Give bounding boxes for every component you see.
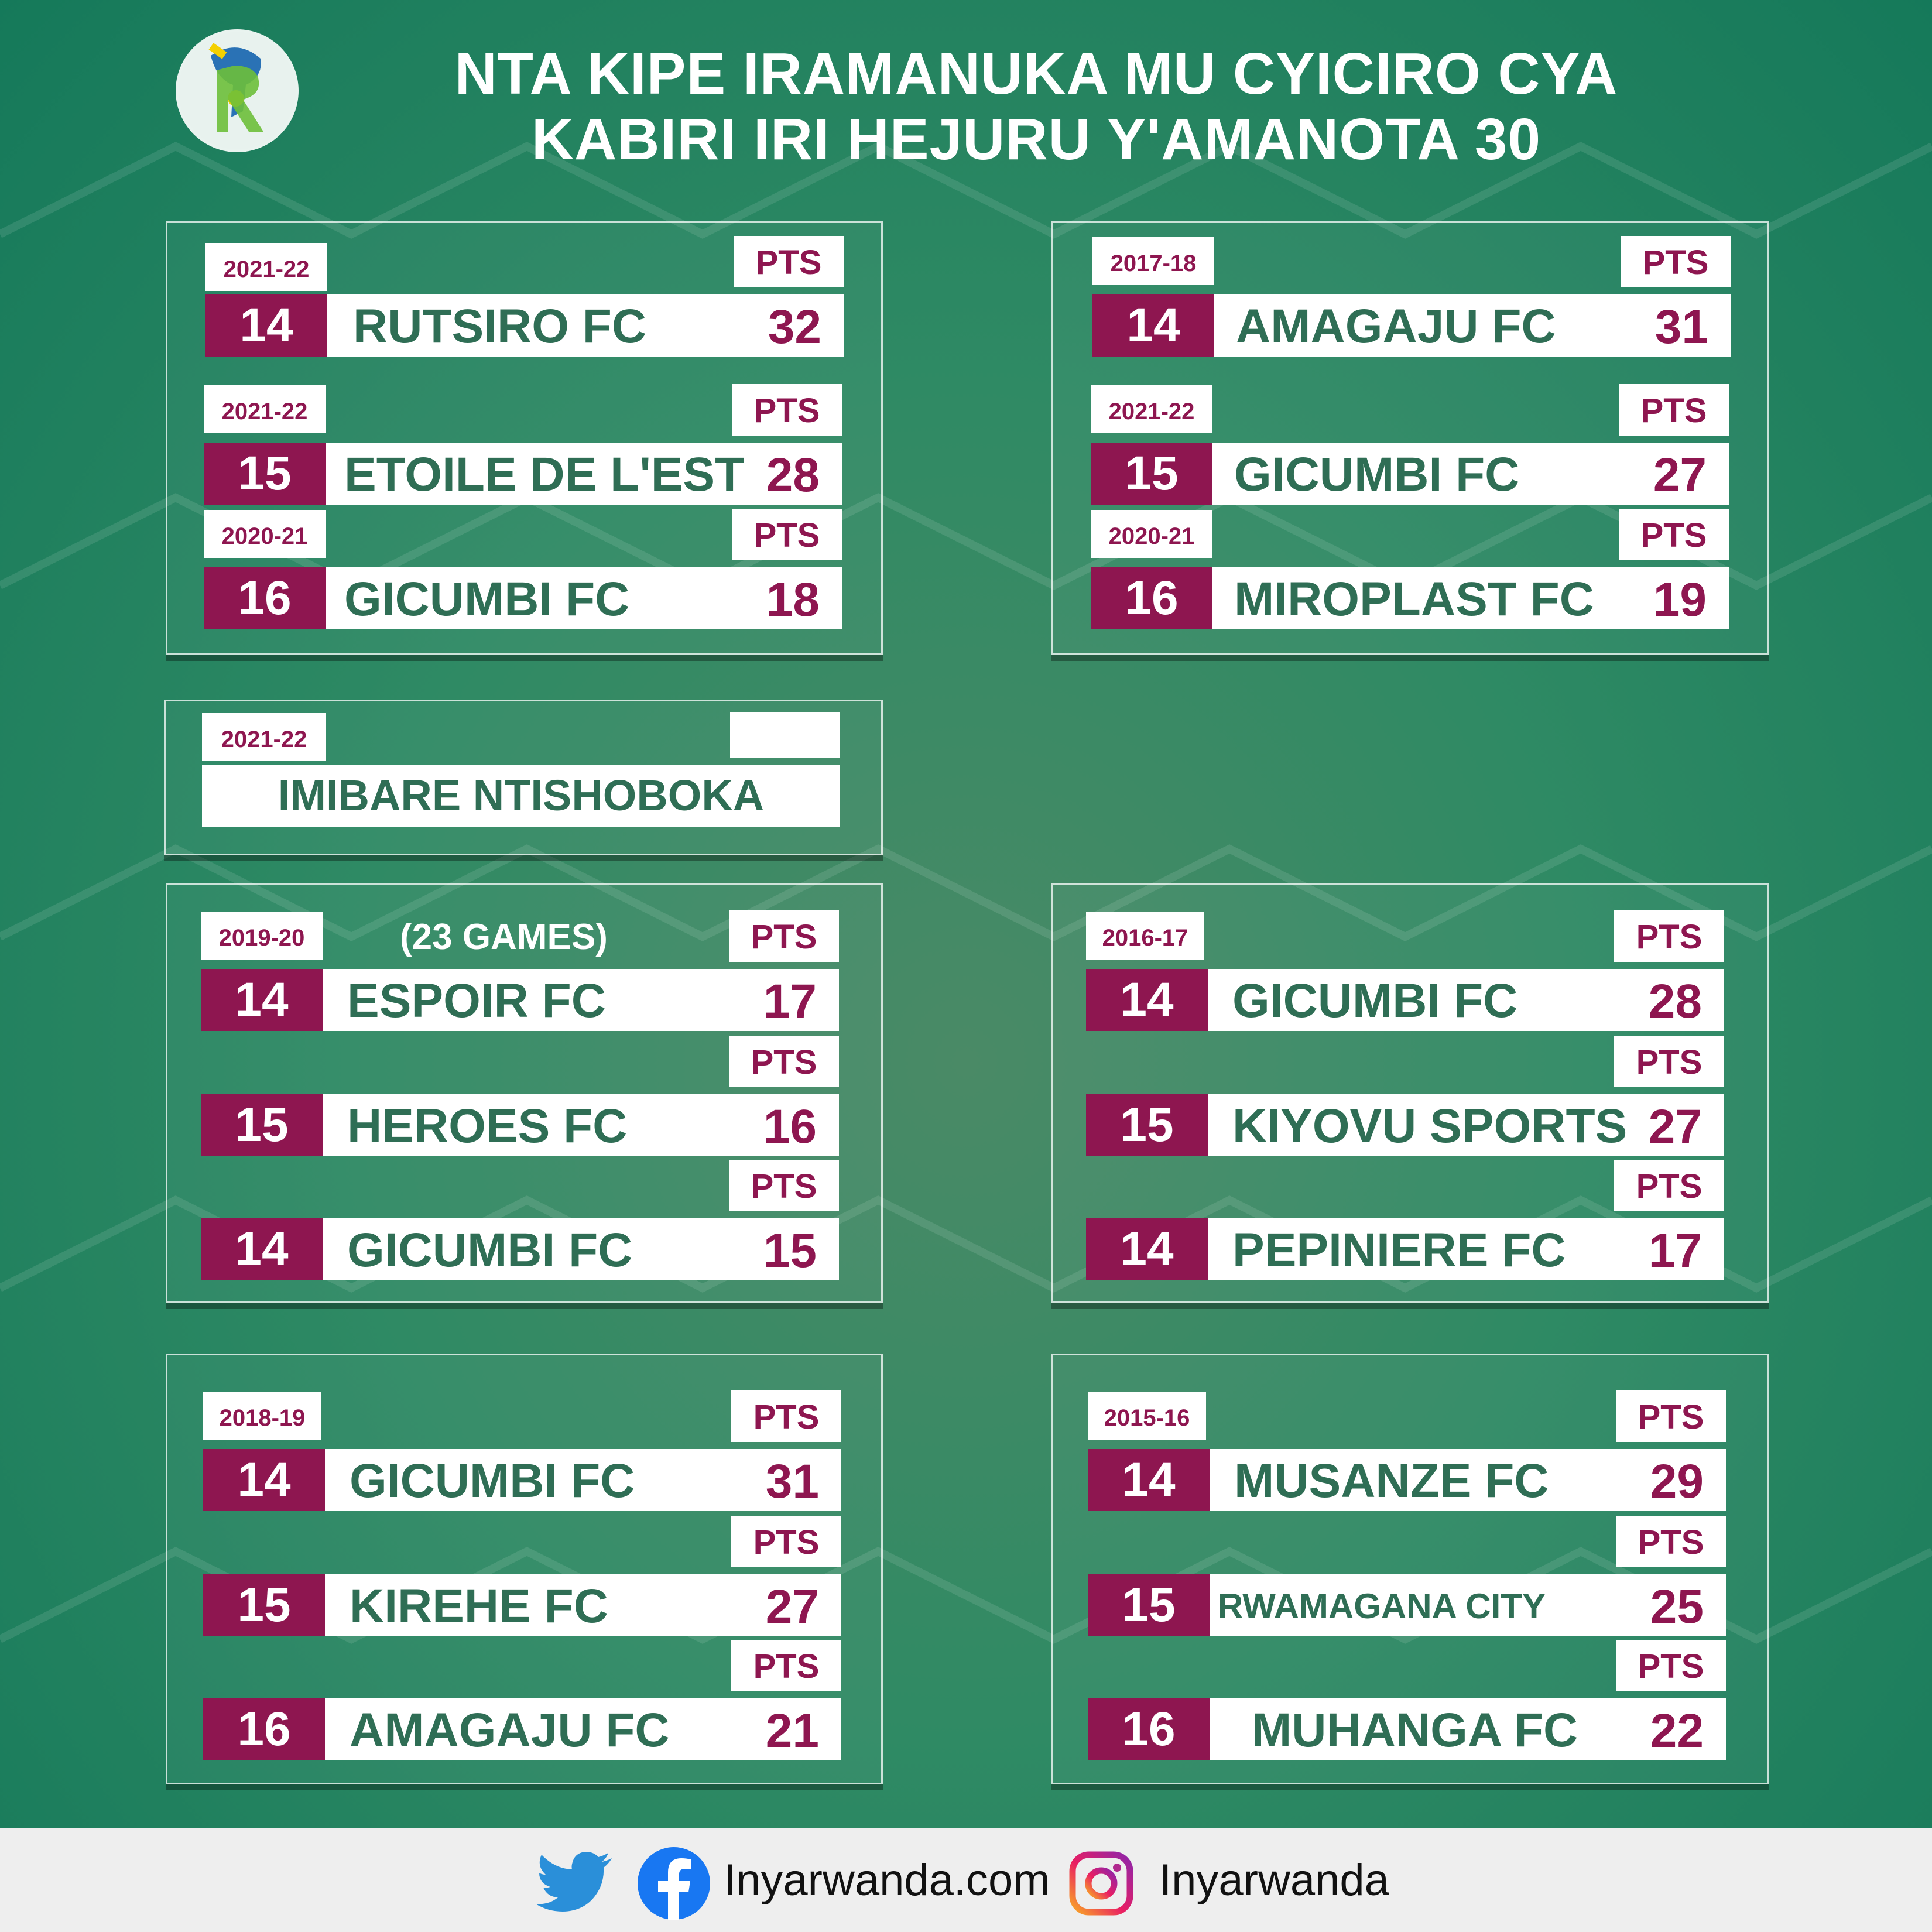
pts-label: PTS	[731, 1516, 841, 1567]
points-value: 31	[765, 1455, 819, 1508]
website-link[interactable]: Inyarwanda.com	[724, 1855, 1050, 1905]
pts-label: PTS	[731, 1390, 841, 1442]
standing-row	[201, 910, 839, 1033]
standing-row	[205, 236, 844, 359]
season-label: 2020-21	[204, 510, 326, 558]
panel-message	[164, 700, 883, 855]
pts-label: PTS	[1616, 1640, 1726, 1691]
rank-number: 14	[201, 969, 323, 1031]
pts-label: PTS	[1614, 1036, 1724, 1087]
points-value: 22	[1650, 1704, 1704, 1758]
points-value: 19	[1653, 573, 1707, 626]
team-bar	[204, 567, 842, 629]
team-name: ESPOIR FC	[347, 974, 606, 1027]
team-name: AMAGAJU FC	[1236, 300, 1556, 353]
title-line-2: KABIRI IRI HEJURU Y'AMANOTA 30	[531, 107, 1542, 172]
rank-number: 14	[1088, 1449, 1210, 1511]
team-name: AMAGAJU FC	[350, 1704, 670, 1757]
rank-number: 15	[201, 1094, 323, 1156]
pts-label: PTS	[732, 509, 842, 560]
season-label: 2021-22	[1091, 385, 1212, 433]
points-value: 21	[765, 1704, 819, 1758]
season-label: 2018-19	[203, 1392, 321, 1440]
season-label: 2015-16	[1088, 1392, 1206, 1440]
rank-number: 15	[1086, 1094, 1208, 1156]
points-value: 29	[1650, 1455, 1704, 1508]
points-value: 18	[766, 573, 820, 626]
points-value: 28	[1648, 975, 1702, 1028]
rank-number: 14	[203, 1449, 325, 1511]
team-bar	[201, 1218, 839, 1280]
team-bar	[201, 969, 839, 1031]
team-name: ETOILE DE L'EST	[344, 448, 745, 501]
panel-standings	[166, 221, 883, 655]
rank-number: 14	[1092, 294, 1214, 357]
team-bar	[1091, 567, 1729, 629]
standing-row	[201, 1160, 839, 1283]
rank-number: 15	[203, 1574, 325, 1636]
panel-standings	[166, 1354, 883, 1784]
rank-number: 16	[204, 567, 326, 629]
points-value: 17	[1648, 1224, 1702, 1277]
pts-label: PTS	[1614, 910, 1724, 962]
points-value: 32	[768, 300, 821, 354]
team-bar	[1088, 1698, 1726, 1760]
team-name: KIYOVU SPORTS	[1232, 1099, 1628, 1153]
header	[0, 0, 1932, 187]
pts-label: PTS	[729, 1160, 839, 1211]
rank-number: 14	[205, 294, 327, 357]
team-bar	[1086, 1094, 1724, 1156]
standing-row	[1086, 910, 1724, 1033]
rank-number: 15	[204, 443, 326, 505]
games-note: (23 GAMES)	[400, 917, 608, 957]
panel-standings	[166, 883, 883, 1303]
standing-row	[1091, 384, 1729, 507]
standing-row	[204, 384, 842, 507]
team-bar	[203, 1449, 841, 1511]
team-bar	[205, 294, 844, 357]
team-name: RWAMAGANA CITY	[1218, 1587, 1546, 1626]
standing-row	[201, 1036, 839, 1159]
team-name: GICUMBI FC	[347, 1224, 633, 1277]
standing-row	[1086, 1036, 1724, 1159]
rank-number: 16	[1088, 1698, 1210, 1760]
team-name: HEROES FC	[347, 1099, 628, 1153]
season-label: 2021-22	[205, 243, 327, 291]
standing-row	[1088, 1390, 1726, 1513]
instagram-handle[interactable]: Inyarwanda	[1159, 1855, 1389, 1905]
pts-label: PTS	[1621, 236, 1731, 287]
team-name: GICUMBI FC	[1232, 974, 1518, 1027]
points-value: 28	[766, 448, 820, 502]
rank-number: 15	[1088, 1574, 1210, 1636]
standing-row	[1088, 1516, 1726, 1639]
rank-number: 15	[1091, 443, 1212, 505]
points-value: 31	[1654, 300, 1708, 354]
pts-label: PTS	[731, 1640, 841, 1691]
pts-label: PTS	[1619, 384, 1729, 436]
season-label: 2019-20	[201, 912, 323, 960]
season-label: 2017-18	[1092, 237, 1214, 285]
pts-label: PTS	[1616, 1516, 1726, 1567]
rank-number: 16	[1091, 567, 1212, 629]
season-label: 2020-21	[1091, 510, 1212, 558]
standing-row	[1091, 509, 1729, 632]
team-bar	[201, 1094, 839, 1156]
message-row	[202, 712, 840, 835]
points-value: 17	[763, 975, 817, 1028]
team-bar	[1091, 443, 1729, 505]
team-bar	[203, 1698, 841, 1760]
points-value: 15	[763, 1224, 817, 1277]
team-bar	[1086, 1218, 1724, 1280]
standing-row	[203, 1640, 841, 1763]
rank-number: 16	[203, 1698, 325, 1760]
team-bar	[1088, 1449, 1726, 1511]
title-line-1: NTA KIPE IRAMANUKA MU CYICIRO CYA	[454, 41, 1618, 107]
logo-icon	[176, 29, 299, 152]
team-name: GICUMBI FC	[350, 1454, 635, 1508]
team-name: PEPINIERE FC	[1232, 1224, 1566, 1277]
standing-row	[1086, 1160, 1724, 1283]
pts-label: PTS	[729, 910, 839, 962]
message-text: IMIBARE NTISHOBOKA	[278, 771, 765, 820]
pts-label: PTS	[1614, 1160, 1724, 1211]
team-name: MUHANGA FC	[1252, 1704, 1578, 1757]
points-value: 27	[1653, 448, 1707, 502]
points-value: 27	[765, 1580, 819, 1633]
pts-label: PTS	[1616, 1390, 1726, 1442]
panel-standings	[1051, 221, 1769, 655]
standing-row	[203, 1516, 841, 1639]
points-value: 25	[1650, 1580, 1704, 1633]
footer	[0, 1828, 1932, 1932]
season-label: 2016-17	[1086, 912, 1204, 960]
season-label: 2021-22	[202, 713, 326, 761]
facebook-icon[interactable]	[636, 1845, 712, 1921]
team-name: GICUMBI FC	[1234, 448, 1520, 501]
team-name: KIREHE FC	[350, 1580, 608, 1633]
team-name: GICUMBI FC	[344, 573, 630, 626]
panel-standings	[1051, 1354, 1769, 1784]
standing-row	[203, 1390, 841, 1513]
pts-label: PTS	[732, 384, 842, 436]
team-bar	[1092, 294, 1731, 357]
standing-row	[1088, 1640, 1726, 1763]
pts-label: PTS	[1619, 509, 1729, 560]
pts-label: PTS	[729, 1036, 839, 1087]
rank-number: 14	[201, 1218, 323, 1280]
team-bar	[1088, 1574, 1726, 1636]
standing-row	[1092, 236, 1731, 359]
team-name: MUSANZE FC	[1234, 1454, 1549, 1508]
rank-number: 14	[1086, 1218, 1208, 1280]
season-label: 2021-22	[204, 385, 326, 433]
team-name: RUTSIRO FC	[353, 300, 647, 353]
panel-standings	[1051, 883, 1769, 1303]
twitter-icon[interactable]	[533, 1850, 615, 1914]
message-bar	[202, 765, 840, 827]
team-bar	[1086, 969, 1724, 1031]
instagram-icon[interactable]	[1069, 1851, 1133, 1916]
team-bar	[204, 443, 842, 505]
points-value: 16	[763, 1100, 817, 1153]
standing-row	[204, 509, 842, 632]
blank-box	[730, 712, 840, 758]
pts-label: PTS	[734, 236, 844, 287]
rank-number: 14	[1086, 969, 1208, 1031]
team-name: MIROPLAST FC	[1234, 573, 1594, 626]
page-title	[328, 41, 1745, 172]
team-bar	[203, 1574, 841, 1636]
points-value: 27	[1648, 1100, 1702, 1153]
